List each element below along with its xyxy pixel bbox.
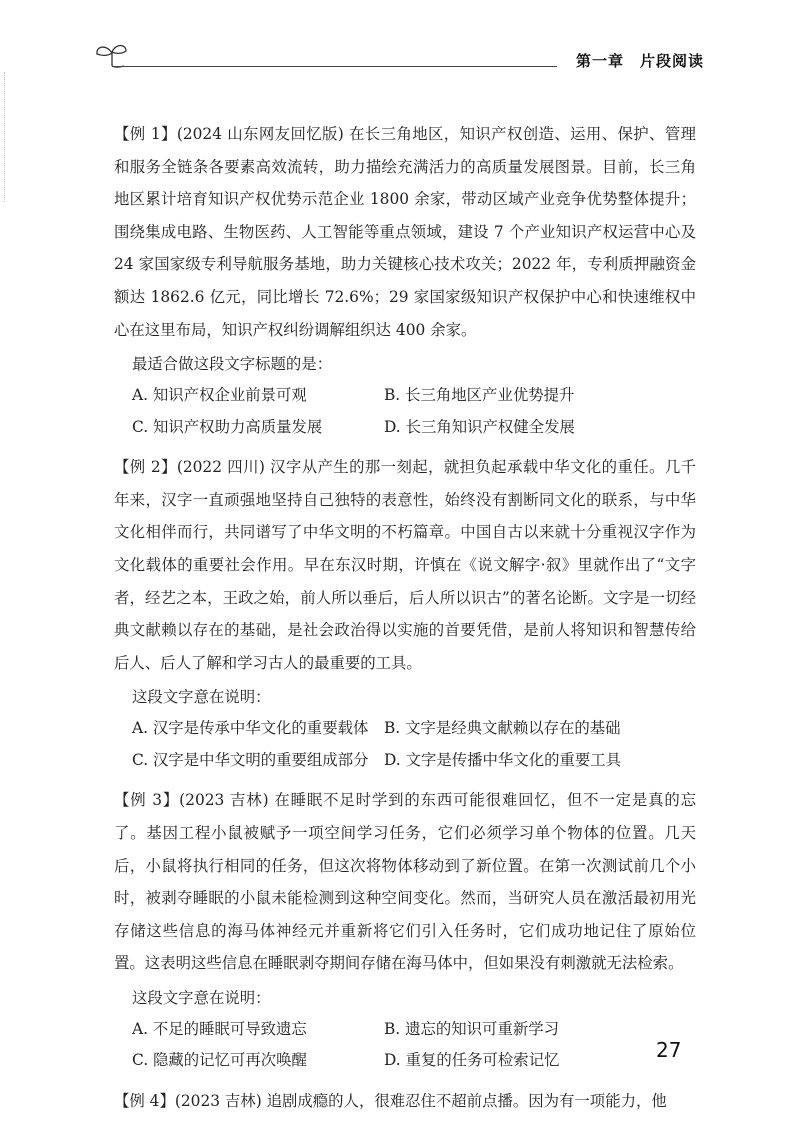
- example-passage: 【例 1】(2024 山东网友回忆版) 在长三角地区，知识产权创造、运用、保护、管理和服务全链条各要素高效流转，助力描绘充满活力的高质量发展图景。目前，长三角地区累计培育知识产权优势示范企业 1800 余家，带动区域产业竞争优势整体提升；围绕集成电路、生物医药、人工智能等重点领域，建设 7 个产业知识产权运营中心及 24 家国家级专利导航服务基地，助力关键核心技术攻关；2022 年，专利质押融资金额达 1862.6 亿元，同比增长 72.6%；29 家国家级知识产权保护中心和快速维权中心在这里布局，知识产权纠纷调解组织达 400 余家。: [114, 125, 696, 339]
- chapter-label: 第一章: [575, 52, 624, 70]
- option-d: D. 重复的任务可检索记忆: [384, 1051, 560, 1070]
- option-d: D. 文字是传播中华文化的重要工具: [384, 750, 622, 769]
- section-label: 片段阅读: [639, 52, 704, 70]
- option-b: B. 文字是经典文献赖以存在的基础: [384, 719, 621, 738]
- example-3: [114, 784, 696, 1077]
- example-passage: 【例 2】(2022 四川) 汉字从产生的那一刻起，就担负起承载中华文化的重任。几千年来，汉字一直顽强地坚持自己独特的表意性，始终没有割断同文化的联系，与中华文化相伴而行，共同谱写了中华文明的不朽篇章。中国自古以来就十分重视汉字作为文化载体的重要社会作用。早在东汉时期，许慎在《说文解字·叙》里就作出了“文字者，经艺之本，王政之始，前人所以垂后，后人所以识古”的著名论断。文字是一切经典文献赖以存在的基础，是社会政治得以实施的首要凭借，是前人将知识和智慧传给后人、后人了解和学习古人的最重要的工具。: [114, 458, 696, 672]
- option-b: B. 遗忘的知识可重新学习: [384, 1019, 560, 1038]
- header-rule: [112, 66, 557, 67]
- example-passage: 【例 3】(2023 吉林) 在睡眠不足时学到的东西可能很难回忆，但不一定是真的忘了。基因工程小鼠被赋予一项空间学习任务，它们必须学习单个物体的位置。几天后，小鼠将执行相同的任务，但这次将物体移动到了新位置。在第一次测试前几个小时，被剥夺睡眠的小鼠未能检测到这种空间变化。然而，当研究人员在激活最初用光存储这些信息的海马体神经元并重新将它们引入任务时，它们成功地记住了原始位置。这表明这些信息在睡眠剥夺期间存储在海马体中，但如果没有刺激就无法检索。: [114, 791, 696, 973]
- option-c: C. 隐藏的记忆可再次唤醒: [132, 1051, 307, 1070]
- margin-binding-dots: [4, 72, 7, 202]
- page-number: 27: [656, 1038, 682, 1062]
- example-question: 这段文字意在说明：: [132, 988, 271, 1007]
- option-list: [132, 1014, 696, 1077]
- page-header: [92, 40, 704, 76]
- page-content: [114, 118, 696, 1125]
- example-1: [114, 118, 696, 443]
- option-a: A. 不足的睡眠可导致遗忘: [132, 1019, 307, 1038]
- option-c: C. 知识产权助力高质量发展: [132, 417, 323, 436]
- chapter-title: [576, 50, 704, 71]
- option-c: C. 汉字是中华文明的重要组成部分: [132, 750, 369, 769]
- option-a: A. 知识产权企业前景可观: [132, 386, 307, 405]
- option-a: A. 汉字是传承中华文化的重要载体: [132, 719, 369, 738]
- option-b: B. 长三角地区产业优势提升: [384, 386, 575, 405]
- example-question: 这段文字意在说明：: [132, 688, 271, 707]
- option-d: D. 长三角知识产权健全发展: [384, 417, 575, 436]
- option-list: [132, 713, 696, 776]
- example-4: [114, 1085, 696, 1118]
- example-2: [114, 451, 696, 776]
- example-passage: 【例 4】(2023 吉林) 追剧成瘾的人，很难忍住不超前点播。因为有一项能力，他: [114, 1091, 667, 1110]
- option-list: [132, 380, 696, 443]
- example-question: 最适合做这段文字标题的是：: [132, 355, 333, 374]
